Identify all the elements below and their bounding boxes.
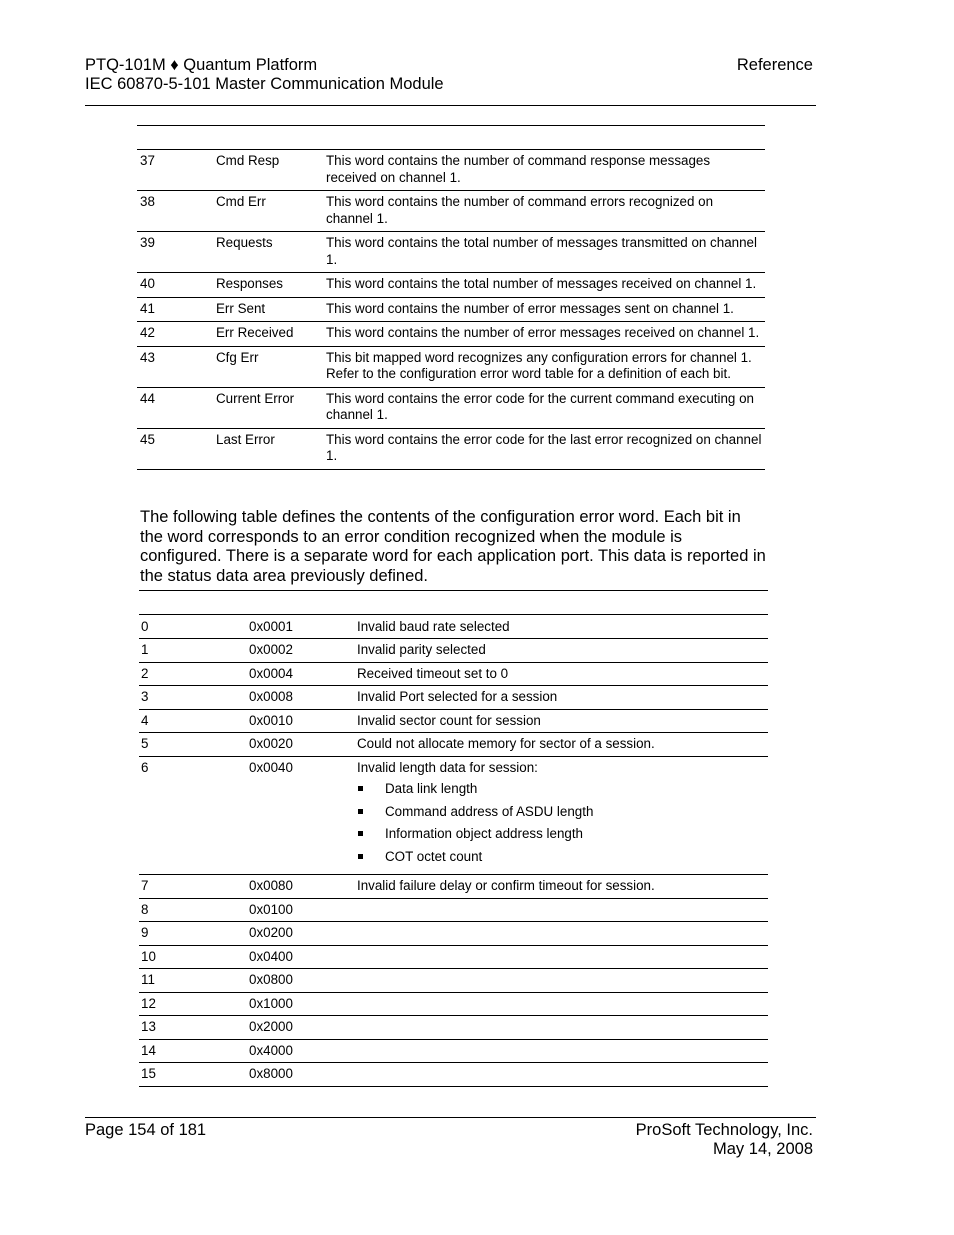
table-row xyxy=(139,898,768,922)
error-description-text: Invalid length data for session: xyxy=(357,759,538,775)
word-name: Current Error xyxy=(213,387,323,428)
word-offset: 41 xyxy=(137,297,213,322)
section-label: Reference xyxy=(736,56,813,74)
table-row xyxy=(137,232,765,273)
table-row xyxy=(137,346,765,387)
table-row xyxy=(139,709,768,733)
word-name: Cmd Err xyxy=(213,191,323,232)
table-row xyxy=(137,322,765,347)
table-row xyxy=(139,1016,768,1040)
list-item xyxy=(357,804,766,827)
bit-value: 0x4000 xyxy=(247,1039,355,1063)
error-description-text: Invalid Port selected for a session xyxy=(357,689,558,704)
error-description xyxy=(355,709,768,733)
bit-number: 3 xyxy=(139,686,247,710)
word-offset: 45 xyxy=(137,428,213,469)
table-row xyxy=(139,686,768,710)
error-description-text: Invalid failure delay or confirm timeout for session. xyxy=(357,878,655,893)
error-description-text: Invalid baud rate selected xyxy=(357,618,510,634)
list-item xyxy=(357,849,766,872)
config-error-table-body xyxy=(139,616,768,1087)
body-paragraph: The following table defines the contents of the configuration error word. Each bit in the word corresponds to an error condition recognized when the module is configured. There is a separate word for each application port. This data is reported in the status data area previously defined. xyxy=(140,508,766,585)
table-row xyxy=(139,945,768,969)
error-description xyxy=(355,733,768,757)
word-offset: 43 xyxy=(137,346,213,387)
error-description xyxy=(355,969,768,993)
status-table-body xyxy=(137,150,765,470)
document-date: May 14, 2008 xyxy=(713,1140,813,1158)
bullet-text: COT octet count xyxy=(385,848,483,864)
table-row xyxy=(137,428,765,469)
bit-value: 0x0020 xyxy=(247,733,355,757)
error-description xyxy=(355,898,768,922)
bit-value: 0x1000 xyxy=(247,992,355,1016)
bit-value: 0x2000 xyxy=(247,1016,355,1040)
page-header xyxy=(85,56,816,106)
table-row xyxy=(139,662,768,686)
bullet-text: Data link length xyxy=(385,781,478,796)
word-description: This word contains the error code for the last error recognized on channel 1. xyxy=(323,428,765,469)
bit-number: 8 xyxy=(139,898,247,922)
word-description: This word contains the number of command response messages received on channel 1. xyxy=(323,150,765,191)
table-row xyxy=(137,191,765,232)
bit-number: 11 xyxy=(139,969,247,993)
word-description: This word contains the number of error messages sent on channel 1. xyxy=(323,297,765,322)
bit-value: 0x0200 xyxy=(247,922,355,946)
bit-number: 10 xyxy=(139,945,247,969)
word-description: This word contains the total number of messages transmitted on channel 1. xyxy=(323,232,765,273)
bit-number: 7 xyxy=(139,875,247,899)
table-row xyxy=(139,756,768,875)
document-subtitle: IEC 60870-5-101 Master Communication Module xyxy=(85,75,444,93)
bit-value: 0x0001 xyxy=(247,616,355,639)
word-description: This word contains the total number of messages received on channel 1. xyxy=(323,273,765,298)
bullet-text: Information object address length xyxy=(385,826,584,841)
word-offset: 44 xyxy=(137,387,213,428)
table-row xyxy=(139,875,768,899)
error-description xyxy=(355,875,768,899)
bullet-icon xyxy=(358,854,363,859)
error-description xyxy=(355,756,768,875)
list-item xyxy=(357,826,766,849)
error-description-text: Invalid sector count for session xyxy=(357,712,541,728)
bullet-text: Command address of ASDU length xyxy=(385,803,594,819)
bit-number: 4 xyxy=(139,709,247,733)
word-offset: 39 xyxy=(137,232,213,273)
error-description xyxy=(355,686,768,710)
bit-value: 0x0010 xyxy=(247,709,355,733)
bit-value: 0x0040 xyxy=(247,756,355,875)
bit-value: 0x0004 xyxy=(247,662,355,686)
list-item xyxy=(357,781,766,804)
error-description-text: Received timeout set to 0 xyxy=(357,665,509,681)
table-row xyxy=(139,1039,768,1063)
word-name: Responses xyxy=(213,273,323,298)
paragraph-divider xyxy=(139,590,768,591)
table-row xyxy=(139,969,768,993)
error-description xyxy=(355,922,768,946)
word-offset: 42 xyxy=(137,322,213,347)
error-description xyxy=(355,1016,768,1040)
bit-value: 0x0800 xyxy=(247,969,355,993)
table-row xyxy=(139,639,768,663)
config-error-table xyxy=(139,614,768,1087)
error-description xyxy=(355,639,768,663)
error-description xyxy=(355,992,768,1016)
word-offset: 38 xyxy=(137,191,213,232)
bit-number: 6 xyxy=(139,756,247,875)
word-description: This word contains the number of error messages received on channel 1. xyxy=(323,322,765,347)
bit-number: 13 xyxy=(139,1016,247,1040)
word-description: This word contains the error code for the current command executing on channel 1. xyxy=(323,387,765,428)
bit-number: 12 xyxy=(139,992,247,1016)
error-description xyxy=(355,945,768,969)
table-row xyxy=(137,297,765,322)
table-row xyxy=(139,992,768,1016)
bit-number: 0 xyxy=(139,616,247,639)
bit-number: 9 xyxy=(139,922,247,946)
bit-value: 0x0100 xyxy=(247,898,355,922)
bit-value: 0x0008 xyxy=(247,686,355,710)
table-row xyxy=(139,616,768,639)
table-row xyxy=(139,922,768,946)
word-description: This word contains the number of command errors recognized on channel 1. xyxy=(323,191,765,232)
error-description xyxy=(355,662,768,686)
table-row xyxy=(137,273,765,298)
table-row xyxy=(137,387,765,428)
bullet-list xyxy=(357,781,766,871)
word-offset: 37 xyxy=(137,150,213,191)
bit-number: 14 xyxy=(139,1039,247,1063)
bit-number: 15 xyxy=(139,1063,247,1087)
status-table xyxy=(137,125,765,470)
table-row xyxy=(137,150,765,191)
company-name: ProSoft Technology, Inc. xyxy=(635,1121,813,1139)
word-name: Last Error xyxy=(213,428,323,469)
table-row xyxy=(139,733,768,757)
word-name: Cmd Resp xyxy=(213,150,323,191)
error-description xyxy=(355,1063,768,1087)
bit-value: 0x0002 xyxy=(247,639,355,663)
word-name: Requests xyxy=(213,232,323,273)
bit-value: 0x0400 xyxy=(247,945,355,969)
bullet-icon xyxy=(358,831,363,836)
bullet-icon xyxy=(358,786,363,791)
error-description-text: Invalid parity selected xyxy=(357,642,486,657)
word-description: This bit mapped word recognizes any configuration errors for channel 1. Refer to the configuration error word table for a definition of each bit. xyxy=(323,346,765,387)
table-row xyxy=(139,1063,768,1087)
bit-number: 2 xyxy=(139,662,247,686)
error-description xyxy=(355,616,768,639)
error-description xyxy=(355,1039,768,1063)
page-footer xyxy=(85,1117,816,1158)
word-name: Cfg Err xyxy=(213,346,323,387)
word-name: Err Sent xyxy=(213,297,323,322)
bit-value: 0x0080 xyxy=(247,875,355,899)
word-offset: 40 xyxy=(137,273,213,298)
bullet-icon xyxy=(358,809,363,814)
bit-number: 5 xyxy=(139,733,247,757)
bit-value: 0x8000 xyxy=(247,1063,355,1087)
bit-number: 1 xyxy=(139,639,247,663)
document-title: PTQ-101M ♦ Quantum Platform xyxy=(85,56,318,74)
word-name: Err Received xyxy=(213,322,323,347)
status-table-header xyxy=(137,126,765,150)
page-number: Page 154 of 181 xyxy=(85,1121,207,1139)
error-description-text: Could not allocate memory for sector of a session. xyxy=(357,736,655,751)
